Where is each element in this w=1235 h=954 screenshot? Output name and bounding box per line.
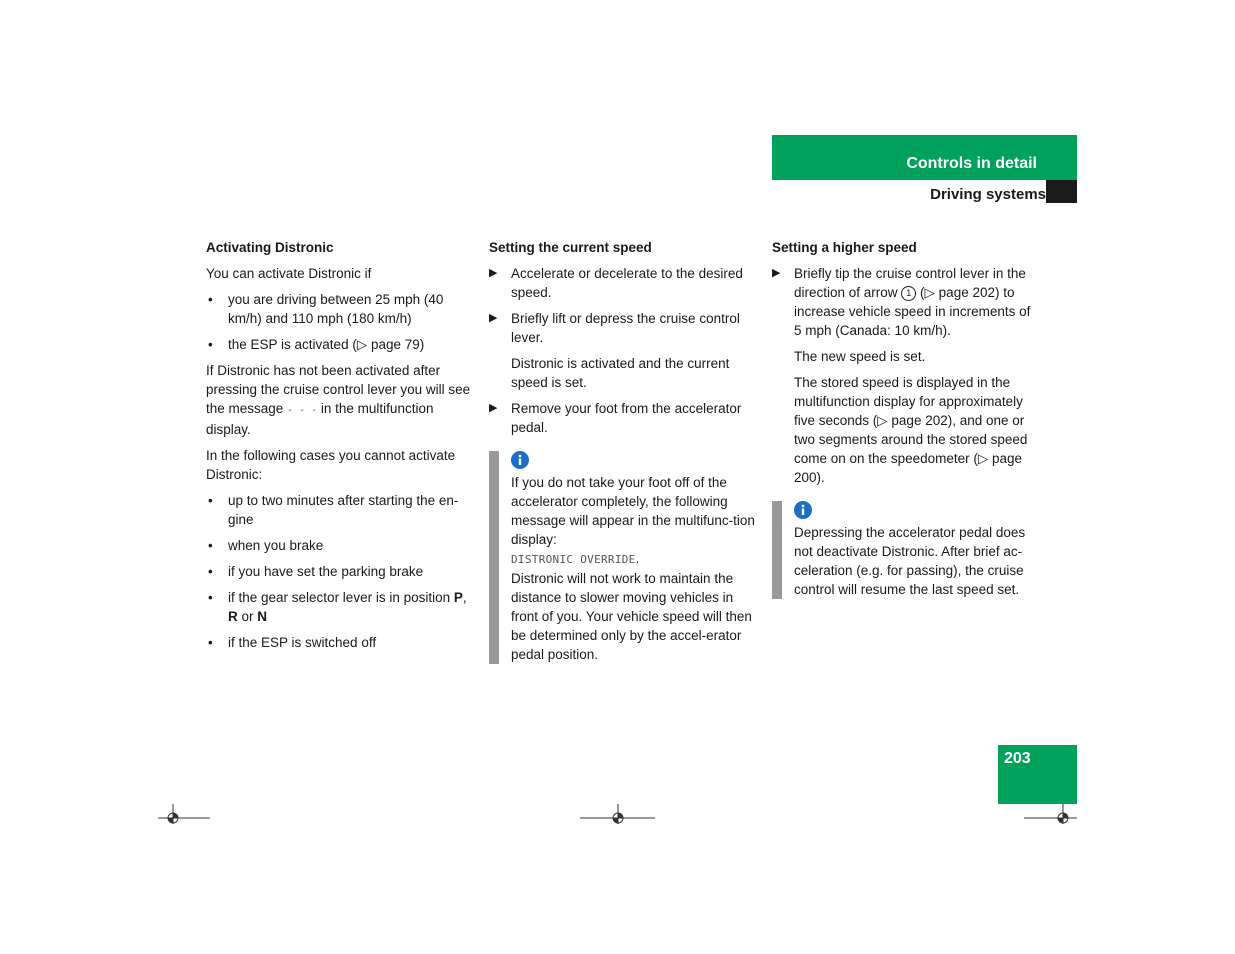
condition-text: you are driving between 25 mph (40 km/h) and 110 mph (180 km/h) xyxy=(228,292,444,326)
case-text: if you have set the parking brake xyxy=(228,564,424,579)
step-result: The stored speed is displayed in the multifunction display for approximately five seconds (▷ page 202), and one or two segments around the stored speed come on on the speedometer (▷ page 200). xyxy=(794,375,1028,485)
paragraph-not-activated xyxy=(206,361,474,439)
info-text-part: . xyxy=(635,551,640,566)
column-setting-current-speed xyxy=(489,238,757,664)
info-icon xyxy=(511,451,529,469)
crop-mark-icon xyxy=(580,802,656,824)
paragraph-text: in the multifunction display. xyxy=(206,401,434,437)
list-item xyxy=(206,290,474,328)
info-bar xyxy=(772,501,782,599)
page-number: 203 xyxy=(1004,750,1031,767)
display-message-code: - - - xyxy=(287,405,318,416)
gear-position-n: N xyxy=(257,609,268,624)
crop-mark-icon xyxy=(1024,802,1078,824)
case-text-part: if the gear selector lever is in position xyxy=(228,590,454,605)
bullet-icon: • xyxy=(208,635,213,650)
info-icon xyxy=(794,501,812,519)
column-setting-higher-speed xyxy=(772,238,1040,599)
gear-position-r: R xyxy=(228,609,238,624)
step-text xyxy=(794,266,1030,338)
section-title: Controls in detail xyxy=(906,155,1037,172)
page-number-box xyxy=(998,745,1077,804)
info-bar xyxy=(489,451,499,664)
step-result: The new speed is set. xyxy=(794,349,926,364)
section-tab-marker xyxy=(1046,180,1077,203)
step-item xyxy=(489,264,757,302)
info-note xyxy=(489,451,757,664)
info-text: If you do not take your foot off of the accelerator completely, the following message will appear in the multifunc-tion display: xyxy=(511,475,755,547)
arrow-right-icon: ▶ xyxy=(489,267,498,279)
bullet-icon: • xyxy=(208,590,213,605)
paragraph-cannot-activate: In the following cases you cannot activate Distronic: xyxy=(206,448,456,482)
step-item xyxy=(489,399,757,437)
section-header xyxy=(772,135,1077,180)
list-item xyxy=(206,335,474,354)
step-text-part: Briefly tip the cruise control lever in the direction of arrow xyxy=(794,266,1026,300)
info-code-line xyxy=(511,549,757,569)
case-text-part: or xyxy=(237,609,258,624)
bullet-icon: • xyxy=(208,564,213,579)
display-message-code: DISTRONIC OVERRIDE xyxy=(511,553,636,566)
heading-activating-distronic: Activating Distronic xyxy=(206,240,334,255)
intro-text: You can activate Distronic if xyxy=(206,266,372,281)
bullet-icon: • xyxy=(208,538,213,553)
list-item xyxy=(206,536,474,555)
condition-text: the ESP is activated (▷ page 79) xyxy=(228,337,425,352)
arrow-right-icon: ▶ xyxy=(772,267,781,279)
step-text-part: (▷ page 202) to increase vehicle speed in increments of 5 mph (Canada: 10 km/h). xyxy=(794,285,1031,338)
list-item xyxy=(206,491,474,529)
subsection-title: Driving systems xyxy=(930,186,1046,203)
crop-mark-icon xyxy=(158,802,212,824)
case-text: up to two minutes after starting the en-gine xyxy=(228,493,459,527)
step-result: Distronic is activated and the current speed is set. xyxy=(511,356,730,390)
step-item xyxy=(772,264,1040,340)
info-text: Depressing the accelerator pedal does not deactivate Distronic. After brief ac-celeration (e.g. for passing), the cruise control will resume the last speed set. xyxy=(794,525,1026,597)
paragraph-text: If Distronic has not been activated after pressing the cruise control lever you will see the message xyxy=(206,363,471,416)
list-item xyxy=(206,633,474,652)
info-text: Distronic will not work to maintain the distance to slower moving vehicles in front of you. Your vehicle speed will then be determined only by the accel-erator pedal position. xyxy=(511,571,752,662)
heading-setting-higher-speed: Setting a higher speed xyxy=(772,240,917,255)
step-text: Accelerate or decelerate to the desired speed. xyxy=(511,266,743,300)
list-item xyxy=(206,588,474,626)
step-text: Briefly lift or depress the cruise control lever. xyxy=(511,311,740,345)
bullet-icon: • xyxy=(208,337,213,352)
gear-position-p: P xyxy=(453,590,463,605)
circled-number-marker: 1 xyxy=(901,286,916,301)
list-item xyxy=(206,562,474,581)
column-activating-distronic xyxy=(206,238,474,659)
case-text: when you brake xyxy=(228,538,324,553)
heading-setting-current-speed: Setting the current speed xyxy=(489,240,652,255)
step-item xyxy=(489,309,757,347)
arrow-right-icon: ▶ xyxy=(489,312,498,324)
info-note xyxy=(772,501,1040,599)
arrow-right-icon: ▶ xyxy=(489,402,498,414)
bullet-icon: • xyxy=(208,292,213,307)
case-text: if the ESP is switched off xyxy=(228,635,377,650)
case-text xyxy=(228,590,467,624)
step-text: Remove your foot from the accelerator pedal. xyxy=(511,401,742,435)
bullet-icon: • xyxy=(208,493,213,508)
case-text-part: , xyxy=(462,590,467,605)
